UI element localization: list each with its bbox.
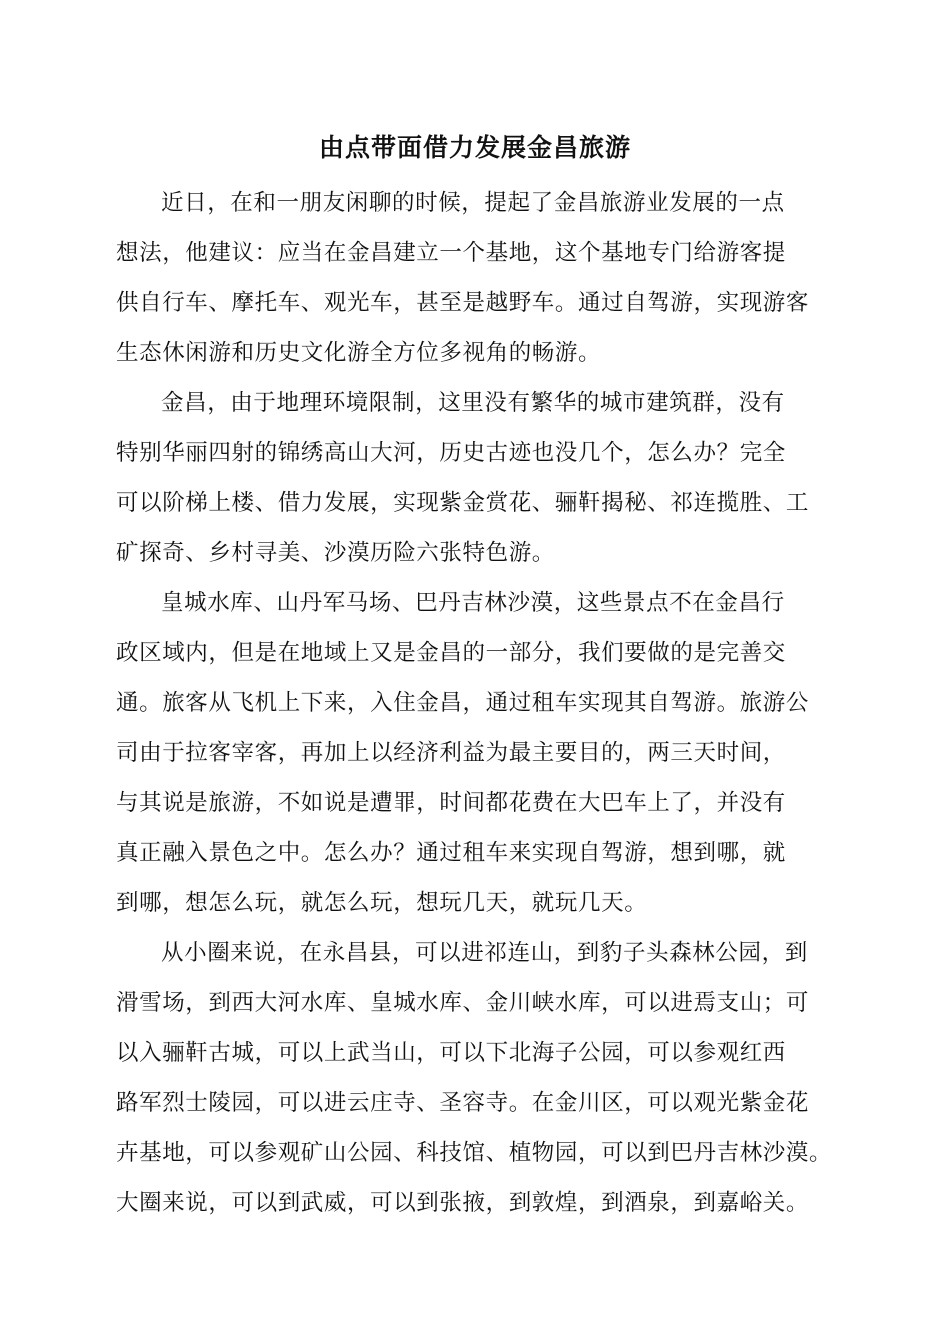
text-line: 路军烈士陵园，可以进云庄寺、圣容寺。在金川区，可以观光紫金花 xyxy=(116,1090,810,1116)
text-line: 以入骊靬古城，可以上武当山，可以下北海子公园，可以参观红西 xyxy=(116,1040,786,1066)
text-line: 特别华丽四射的锦绣高山大河，历史古迹也没几个，怎么办？完全 xyxy=(116,440,786,466)
text-line: 通。旅客从飞机上下来，入住金昌，通过租车实现其自驾游。旅游公 xyxy=(116,690,810,716)
paragraph-1 xyxy=(116,178,838,378)
text-line: 矿探奇、乡村寻美、沙漠历险六张特色游。 xyxy=(116,540,555,566)
text-line: 近日，在和一朋友闲聊的时候，提起了金昌旅游业发展的一点 xyxy=(161,190,785,216)
text-line: 滑雪场，到西大河水库、皇城水库、金川峡水库，可以进焉支山；可 xyxy=(116,990,810,1016)
paragraph-4 xyxy=(116,928,838,1228)
text-line: 大圈来说，可以到武威，可以到张掖，到敦煌，到酒泉，到嘉峪关。 xyxy=(116,1190,810,1216)
text-line: 到哪，想怎么玩，就怎么玩，想玩几天，就玩几天。 xyxy=(116,890,648,916)
paragraph-3 xyxy=(116,578,838,928)
text-line: 从小圈来说，在永昌县，可以进祁连山，到豹子头森林公园，到 xyxy=(161,940,808,966)
text-line: 政区域内，但是在地域上又是金昌的一部分，我们要做的是完善交 xyxy=(116,640,786,666)
text-line: 想法，他建议：应当在金昌建立一个基地，这个基地专门给游客提 xyxy=(116,240,786,266)
text-line: 与其说是旅游，不如说是遭罪，时间都花费在大巴车上了，并没有 xyxy=(116,790,786,816)
paragraph-2 xyxy=(116,378,838,578)
text-line: 生态休闲游和历史文化游全方位多视角的畅游。 xyxy=(116,340,602,366)
document-body xyxy=(116,178,838,1228)
text-line: 皇城水库、山丹军马场、巴丹吉林沙漠，这些景点不在金昌行 xyxy=(161,590,785,616)
text-line: 司由于拉客宰客，再加上以经济利益为最主要目的，两三天时间， xyxy=(116,740,786,766)
text-line: 卉基地，可以参观矿山公园、科技馆、植物园，可以到巴丹吉林沙漠。 xyxy=(116,1140,833,1166)
text-line: 供自行车、摩托车、观光车，甚至是越野车。通过自驾游，实现游客 xyxy=(116,290,810,316)
text-line: 金昌，由于地理环境限制，这里没有繁华的城市建筑群，没有 xyxy=(161,390,785,416)
text-line: 可以阶梯上楼、借力发展，实现紫金赏花、骊靬揭秘、祁连揽胜、工 xyxy=(116,490,810,516)
text-line: 真正融入景色之中。怎么办？通过租车来实现自驾游，想到哪，就 xyxy=(116,840,786,866)
document-title: 由点带面借力发展金昌旅游 xyxy=(318,133,631,162)
